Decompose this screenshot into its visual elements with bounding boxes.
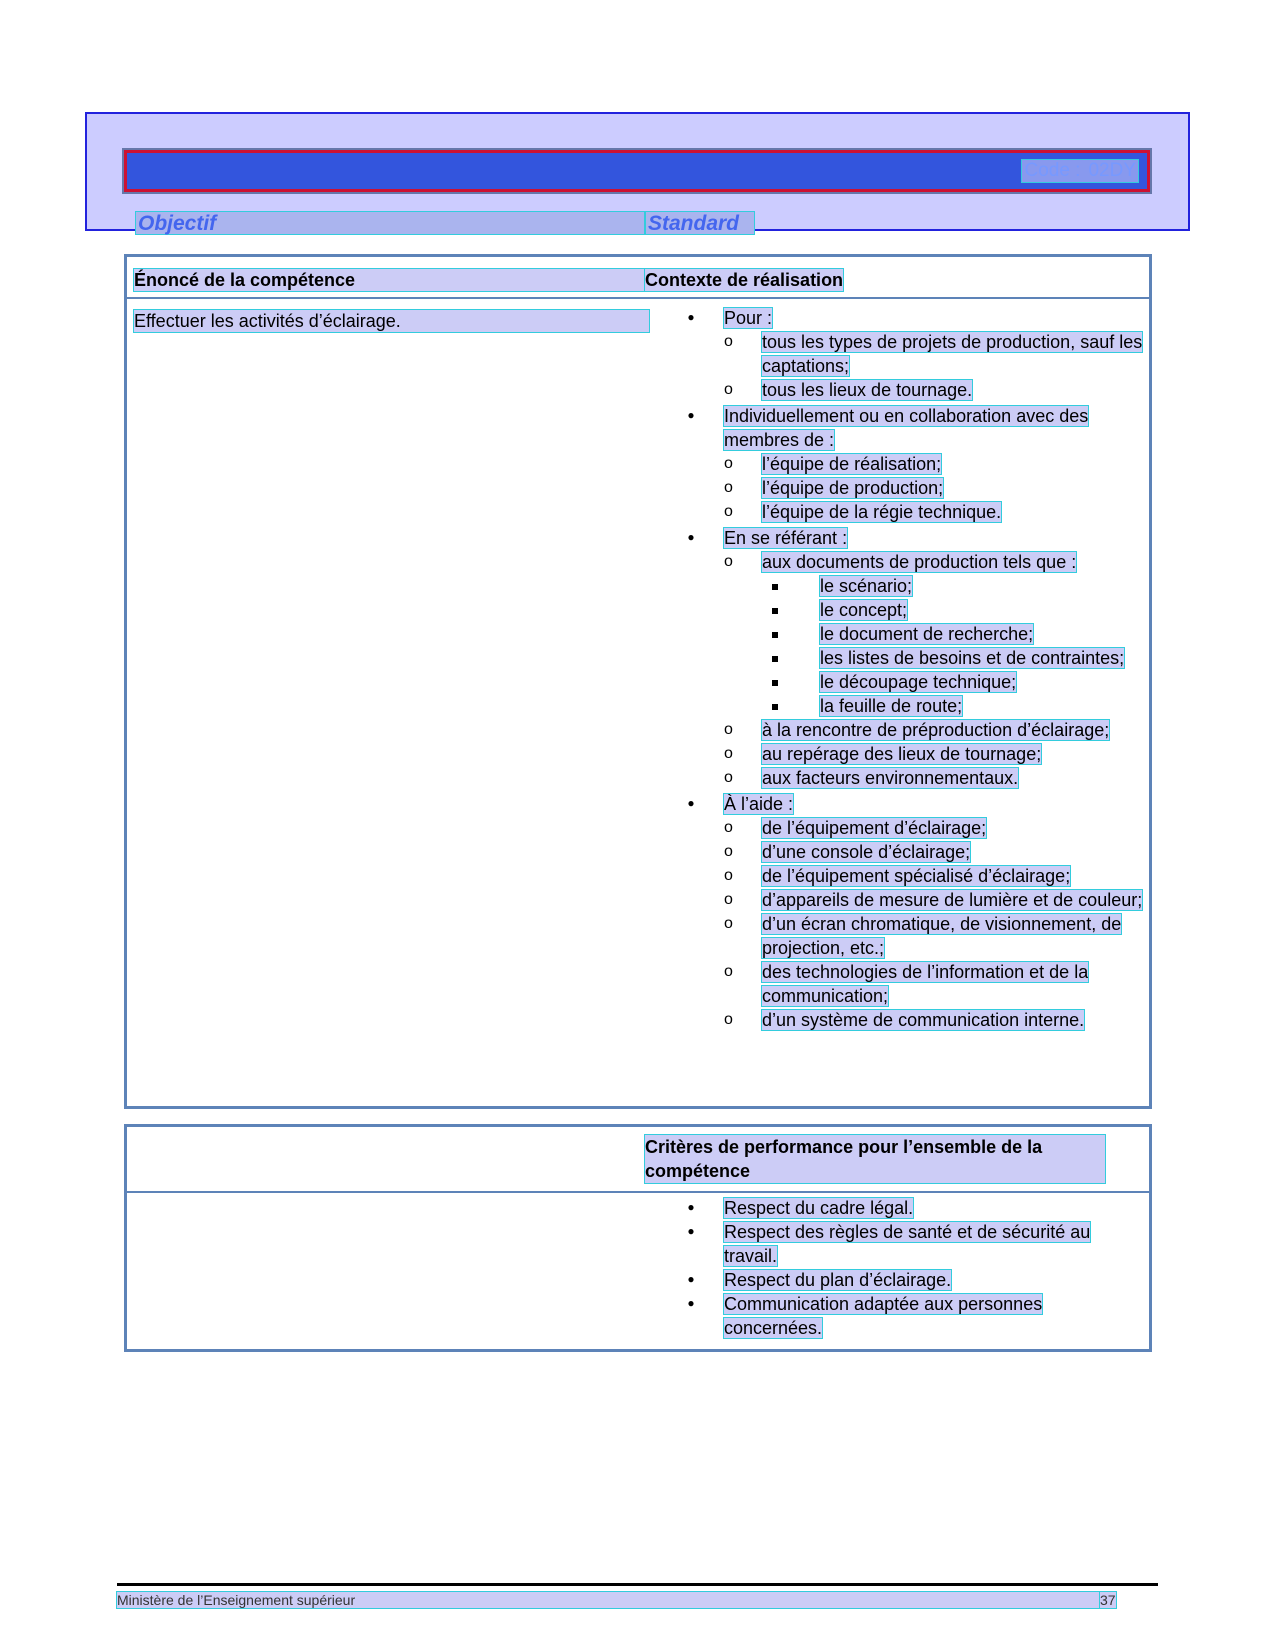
list-item-text: tous les lieux de tournage. bbox=[762, 380, 973, 400]
standard-heading: Standard bbox=[645, 211, 755, 235]
list-item bbox=[724, 378, 1152, 402]
circle-bullet-icon: o bbox=[724, 479, 733, 496]
code-value: 02DY bbox=[1088, 160, 1136, 181]
circle-bullet-icon: o bbox=[724, 721, 733, 738]
list-item-text: à la rencontre de préproduction d’éclairage; bbox=[762, 720, 1110, 740]
list-item-text: aux facteurs environnementaux. bbox=[762, 768, 1019, 788]
square-bullet-icon bbox=[768, 652, 782, 666]
circle-bullet-icon: o bbox=[724, 553, 733, 570]
code-bar bbox=[124, 150, 1150, 192]
list-item-text: au repérage des lieux de tournage; bbox=[762, 744, 1042, 764]
bullet-icon: ● bbox=[687, 530, 695, 544]
list-item bbox=[724, 500, 1152, 524]
criterion-text: Respect des règles de santé et de sécurité au travail. bbox=[724, 1222, 1091, 1266]
list-item-text: l’équipe de production; bbox=[762, 478, 944, 498]
competency-code bbox=[1021, 159, 1139, 183]
list-item-text: d’appareils de mesure de lumière et de couleur; bbox=[762, 890, 1143, 910]
objectif-heading: Objectif bbox=[135, 211, 645, 235]
criteria-list bbox=[684, 1196, 1144, 1340]
bullet-icon: ● bbox=[687, 310, 695, 324]
list-item bbox=[724, 452, 1152, 476]
sub-list bbox=[724, 330, 1152, 402]
bullet-icon: ● bbox=[687, 1296, 695, 1310]
square-bullet-icon bbox=[768, 580, 782, 594]
list-item bbox=[762, 622, 1152, 646]
square-bullet-icon bbox=[768, 700, 782, 714]
list-item bbox=[724, 960, 1152, 1008]
list-item bbox=[724, 718, 1152, 742]
square-bullet-icon bbox=[768, 604, 782, 618]
square-bullet-icon bbox=[768, 628, 782, 642]
context-group-referant bbox=[684, 526, 1152, 790]
circle-bullet-icon: o bbox=[724, 333, 733, 350]
circle-bullet-icon: o bbox=[724, 745, 733, 762]
document-list bbox=[762, 574, 1152, 718]
list-item-text: le découpage technique; bbox=[820, 672, 1017, 692]
criteria-heading: Critères de performance pour l’ensemble de la compétence bbox=[645, 1135, 1105, 1183]
criterion-text: Respect du cadre légal. bbox=[724, 1198, 914, 1218]
group-label: Individuellement ou en collaboration avec des membres de : bbox=[724, 406, 1089, 450]
list-item bbox=[724, 550, 1152, 718]
bullet-icon: ● bbox=[687, 1272, 695, 1286]
circle-bullet-icon: o bbox=[724, 455, 733, 472]
circle-bullet-icon: o bbox=[724, 381, 733, 398]
group-label: Pour : bbox=[724, 308, 773, 328]
circle-bullet-icon: o bbox=[724, 843, 733, 860]
list-item bbox=[762, 670, 1152, 694]
code-label: Code : bbox=[1024, 160, 1081, 181]
list-item-text: la feuille de route; bbox=[820, 696, 963, 716]
list-item bbox=[724, 888, 1152, 912]
square-bullet-icon bbox=[768, 676, 782, 690]
bullet-icon: ● bbox=[687, 408, 695, 422]
list-item bbox=[762, 574, 1152, 598]
circle-bullet-icon: o bbox=[724, 819, 733, 836]
list-item bbox=[724, 766, 1152, 790]
footer-divider bbox=[117, 1583, 1158, 1586]
list-item-text: l’équipe de réalisation; bbox=[762, 454, 942, 474]
list-item bbox=[762, 646, 1152, 670]
circle-bullet-icon: o bbox=[724, 1011, 733, 1028]
group-label: En se référant : bbox=[724, 528, 848, 548]
circle-bullet-icon: o bbox=[724, 867, 733, 884]
criterion-item bbox=[684, 1220, 1144, 1268]
list-item-text: l’équipe de la régie technique. bbox=[762, 502, 1002, 522]
list-item-text: de l’équipement d’éclairage; bbox=[762, 818, 987, 838]
list-item-text: les listes de besoins et de contraintes; bbox=[820, 648, 1125, 668]
circle-bullet-icon: o bbox=[724, 891, 733, 908]
group-label: À l’aide : bbox=[724, 794, 794, 814]
circle-bullet-icon: o bbox=[724, 769, 733, 786]
list-item bbox=[724, 476, 1152, 500]
list-item bbox=[724, 912, 1152, 960]
list-item bbox=[724, 840, 1152, 864]
criterion-item bbox=[684, 1196, 1144, 1220]
context-group-individuellement bbox=[684, 404, 1152, 524]
footer-ministry: Ministère de l’Enseignement supérieur bbox=[117, 1592, 1107, 1608]
sub-list bbox=[724, 816, 1152, 1032]
list-item-text: le document de recherche; bbox=[820, 624, 1034, 644]
list-item-text: le concept; bbox=[820, 600, 908, 620]
table-header-divider bbox=[127, 1191, 1149, 1193]
list-item bbox=[724, 864, 1152, 888]
context-group-pour bbox=[684, 306, 1152, 402]
context-list bbox=[684, 306, 1152, 1032]
list-item bbox=[724, 330, 1152, 378]
list-item bbox=[724, 742, 1152, 766]
list-item bbox=[724, 816, 1152, 840]
sub-list bbox=[724, 550, 1152, 790]
list-item-text: des technologies de l’information et de la communication; bbox=[762, 962, 1089, 1006]
list-item-text: d’un écran chromatique, de visionnement, de projection, etc.; bbox=[762, 914, 1122, 958]
list-item-text: d’un système de communication interne. bbox=[762, 1010, 1085, 1030]
competency-statement: Effectuer les activités d’éclairage. bbox=[134, 310, 649, 332]
bullet-icon: ● bbox=[687, 796, 695, 810]
list-item bbox=[762, 694, 1152, 718]
list-item bbox=[762, 598, 1152, 622]
page-number: 37 bbox=[1100, 1592, 1116, 1608]
list-item bbox=[724, 1008, 1152, 1032]
table-header-divider bbox=[127, 297, 1149, 299]
sub-list bbox=[724, 452, 1152, 524]
criterion-text: Respect du plan d’éclairage. bbox=[724, 1270, 952, 1290]
criterion-text: Communication adaptée aux personnes concernées. bbox=[724, 1294, 1043, 1338]
criterion-item bbox=[684, 1268, 1144, 1292]
circle-bullet-icon: o bbox=[724, 915, 733, 932]
bullet-icon: ● bbox=[687, 1200, 695, 1214]
circle-bullet-icon: o bbox=[724, 963, 733, 980]
list-item-text: d’une console d’éclairage; bbox=[762, 842, 971, 862]
list-item-text: tous les types de projets de production, sauf les captations; bbox=[762, 332, 1143, 376]
statement-column-heading: Énoncé de la compétence bbox=[134, 269, 645, 291]
bullet-icon: ● bbox=[687, 1224, 695, 1238]
list-item-text: de l’équipement spécialisé d’éclairage; bbox=[762, 866, 1071, 886]
list-item-text: le scénario; bbox=[820, 576, 913, 596]
list-item-text: aux documents de production tels que : bbox=[762, 552, 1077, 572]
circle-bullet-icon: o bbox=[724, 503, 733, 520]
context-group-aide bbox=[684, 792, 1152, 1032]
context-column-heading: Contexte de réalisation bbox=[645, 270, 844, 290]
criterion-item bbox=[684, 1292, 1144, 1340]
